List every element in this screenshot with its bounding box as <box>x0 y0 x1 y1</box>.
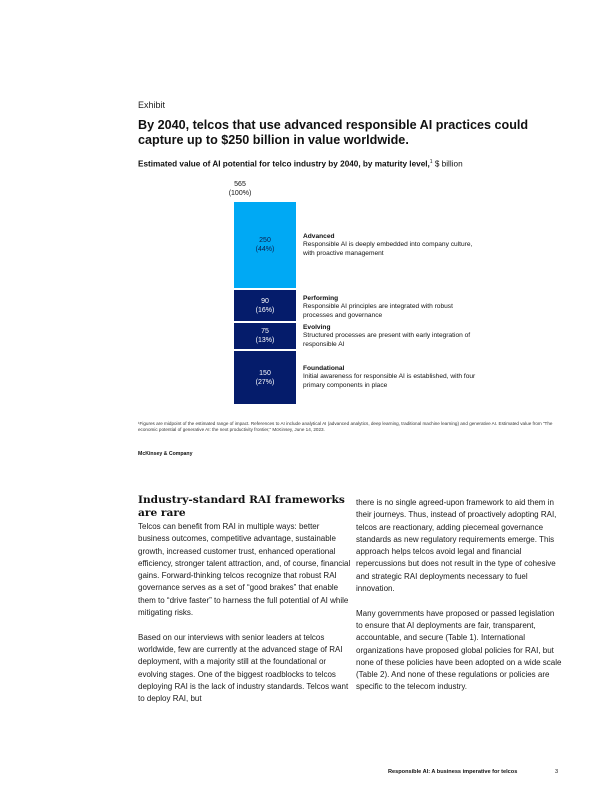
chart-unit: $ billion <box>432 159 463 169</box>
segment-label-evolving <box>303 324 483 349</box>
segment-value: 250 <box>259 237 271 244</box>
total-value: 565 <box>234 181 246 188</box>
bar-segment-evolving <box>234 323 296 349</box>
section-heading: Industry-standard RAI frameworks are rare <box>138 494 345 519</box>
segment-value: 150 <box>259 369 271 377</box>
segment-title: Performing <box>303 295 339 302</box>
body-paragraph: there is no single agreed-upon framework to aid them in their journeys. Thus, instead of proactively adopting RAI, telcos are reactionary, adding piecemeal governance standards as new regulatory requirements emerge. This approach helps telcos avoid legal and financial repercussions but does not result in the type of cohesive and strategic RAI deployments necessary to fuel innovation. <box>356 498 557 594</box>
body-column-right <box>356 497 562 706</box>
chart-total-label <box>222 180 258 198</box>
segment-share: (13%) <box>255 337 275 344</box>
segment-description: Structured processes are present with early integration of responsible AI <box>303 332 471 348</box>
bar-segment-performing <box>234 290 296 321</box>
body-paragraph: Based on our interviews with senior leaders at telcos worldwide, few are currently at the advanced stage of RAI deployment, with a majority still at the foundational or evolving stages. One of the biggest roadblocks to telcos deploying RAI is the lack of industry standards. Telcos want to deploy RAI, but <box>138 632 349 704</box>
segment-share: (44%) <box>255 246 275 253</box>
segment-description: Initial awareness for responsible AI is established, with four primary components in place <box>303 373 476 389</box>
segment-value: 90 <box>261 297 269 305</box>
body-paragraph: Many governments have proposed or passed legislation to ensure that AI deployments are fair, transparent, accountable, and secure (Table 1). International organizations have proposed global policies for RAI, but none of these policies have been adopted on a wide scale (Table 2). And none of these regulations or policies are specific to the telecom industry. <box>356 608 562 692</box>
segment-title: Advanced <box>303 233 335 240</box>
footer-title: Responsible AI: A business imperative for telcos <box>388 769 518 775</box>
total-share: (100%) <box>228 190 252 197</box>
segment-label-performing <box>303 295 483 320</box>
page-number: 3 <box>555 769 559 775</box>
footnote-marker: 1 <box>429 159 433 165</box>
segment-description: Responsible AI principles are integrated with robust processes and governance <box>303 303 453 319</box>
exhibit-headline: By 2040, telcos that use advanced responsible AI practices could capture up to $250 billion in value worldwide. <box>138 118 529 147</box>
segment-description: Responsible AI is deeply embedded into company culture, with proactive management <box>303 241 473 257</box>
segment-share: (16%) <box>255 306 275 314</box>
chart-subtitle <box>138 159 558 169</box>
segment-title: Foundational <box>303 365 345 372</box>
exhibit-label: Exhibit <box>138 100 166 110</box>
segment-label-advanced <box>303 233 483 258</box>
body-column-left <box>138 521 352 718</box>
segment-share: (27%) <box>255 378 275 386</box>
chart-footnote: ¹Figures are midpoint of the estimated range of impact. References to AI include analytical AI (advanced analytics, deep learning, traditional machine learning) and generative AI. Estimated value from “The economic potential of generative AI: the next productivity frontier,” McKinsey, June 14, 2023. <box>138 421 553 432</box>
segment-value: 75 <box>261 328 269 335</box>
bar-segment-advanced <box>234 202 296 288</box>
source-credit: McKinsey & Company <box>138 451 193 457</box>
body-paragraph: Telcos can benefit from RAI in multiple ways: better business outcomes, competitive advantage, sustainable growth, increased customer trust, enhanced operational efficiency, stronger talent attraction, and, of course, financial gains. Forward-thinking telcos recognize that robust RAI governance serves as a set of “good brakes” that enable them to “drive faster” to harness the full potential of AI while mitigating risks. <box>138 522 351 618</box>
segment-title: Evolving <box>303 324 331 331</box>
segment-label-foundational <box>303 365 483 390</box>
chart-subtitle-main: Estimated value of AI potential for telco industry by 2040, by maturity level, <box>138 159 430 169</box>
bar-segment-foundational <box>234 351 296 404</box>
